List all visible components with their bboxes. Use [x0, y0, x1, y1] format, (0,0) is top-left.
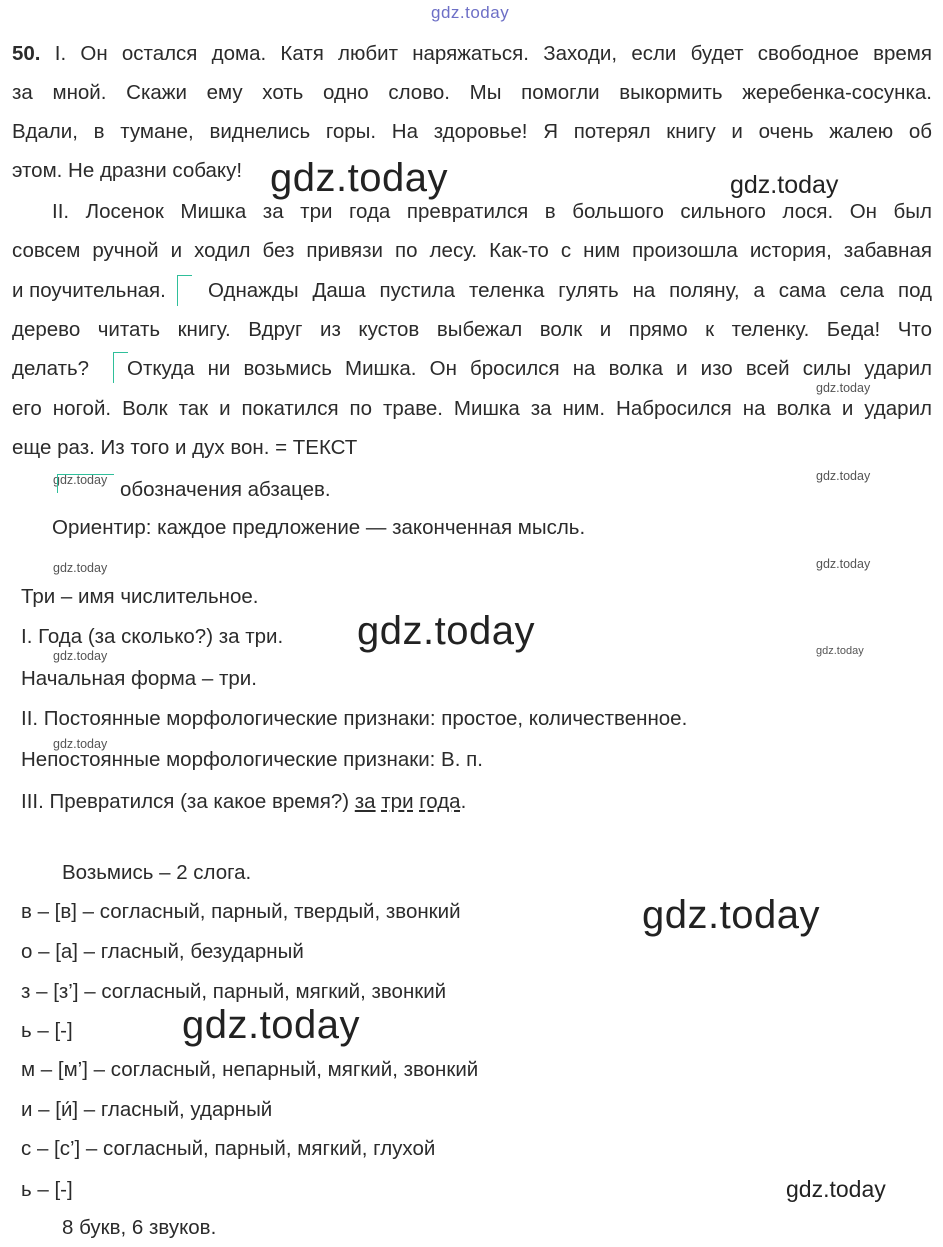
part2-line2: совсем ручной и ходил без привязи по лесу. Как-то с ним произошла история, забавная: [12, 239, 932, 262]
watermark-small-2: gdz.today: [53, 473, 108, 487]
morph-line1: Три – имя числительное.: [21, 585, 259, 608]
watermark-medium-1: gdz.today: [730, 171, 839, 199]
part2-line5a: делать?: [12, 357, 90, 380]
phonetic-row: с – [с’] – согласный, парный, мягкий, глухой: [21, 1137, 436, 1160]
paragraph-mark-2: [113, 352, 128, 383]
part2-line3b: Однажды Даша пустила теленка гулять на поляну, а сама села под: [208, 279, 932, 302]
phonetic-row: о – [а] – гласный, безударный: [21, 940, 304, 963]
paragraph-mark-legend: [57, 474, 114, 493]
watermark-small-6: gdz.today: [53, 649, 108, 663]
watermark-large-3: gdz.today: [642, 893, 820, 937]
exercise-number: 50.: [12, 42, 41, 65]
part1-line1: [12, 42, 932, 66]
legend-orientir: Ориентир: каждое предложение — законченная мысль.: [52, 516, 586, 539]
phonetic-row: з – [з’] – согласный, парный, мягкий, звонкий: [21, 980, 447, 1003]
morph-line3: Начальная форма – три.: [21, 667, 257, 690]
watermark-large-2: gdz.today: [357, 609, 535, 653]
watermark-medium-2: gdz.today: [786, 1176, 886, 1202]
part1-line1-text: I. Он остался дома. Катя любит наряжаться. Заходи, если будет свободное время: [54, 42, 933, 65]
phonetic-title: Возьмись – 2 слога.: [62, 861, 252, 884]
morph-line6-prefix: III. Превратился (за какое время?): [21, 790, 355, 813]
legend-sign-meaning: обозначения абзацев.: [120, 478, 331, 501]
part2-line5b: Откуда ни возьмись Мишка. Он бросился на волка и изо всей силы ударил: [127, 357, 932, 380]
morph-line2: I. Года (за сколько?) за три.: [21, 625, 284, 648]
watermark-small-8: gdz.today: [53, 737, 108, 751]
part2-line3a: и поучительная.: [12, 279, 166, 302]
part2-line6: его ногой. Волк так и покатился по траве. Мишка за ним. Набросился на волка и ударил: [12, 397, 932, 420]
phonetic-row: в – [в] – согласный, парный, твердый, звонкий: [21, 900, 461, 923]
watermark-small-4: gdz.today: [53, 561, 108, 575]
morph-underline-za: за: [354, 790, 376, 813]
part1-line4: этом. Не дразни собаку!: [12, 159, 243, 182]
phonetic-row: и – [и́] – гласный, ударный: [21, 1098, 273, 1121]
morph-underline-tri: три: [381, 790, 414, 813]
morph-line5: Непостоянные морфологические признаки: В. п.: [21, 748, 483, 771]
part2-line1: II. Лосенок Мишка за три года превратился в большого сильного лося. Он был: [52, 200, 932, 223]
watermark-top: gdz.today: [431, 3, 510, 22]
phonetic-summary: 8 букв, 6 звуков.: [62, 1216, 217, 1239]
part2-line4: дерево читать книгу. Вдруг из кустов выбежал волк и прямо к теленку. Беда! Что: [12, 318, 932, 341]
watermark-large-4: gdz.today: [182, 1003, 360, 1047]
watermark-small-7: gdz.today: [816, 645, 864, 657]
watermark-large-1: gdz.today: [270, 156, 448, 200]
part2-line7: еще раз. Из того и дух вон. = ТЕКСТ: [12, 436, 358, 459]
watermark-small-3: gdz.today: [816, 469, 871, 483]
part1-line3: Вдали, в тумане, виднелись горы. На здоровье! Я потерял книгу и очень жалею об: [12, 120, 932, 143]
morph-line4: II. Постоянные морфологические признаки: простое, количественное.: [21, 707, 688, 730]
watermark-small-5: gdz.today: [816, 557, 871, 571]
morph-line6-suffix: .: [460, 790, 467, 813]
morph-underline-goda: года: [419, 790, 461, 813]
paragraph-mark-1: [177, 275, 192, 306]
morph-line6: [21, 790, 466, 814]
phonetic-row: ь – [-]: [21, 1019, 73, 1042]
phonetic-row: ь – [-]: [21, 1178, 73, 1201]
watermark-small-1: gdz.today: [816, 381, 871, 395]
phonetic-row: м – [м’] – согласный, непарный, мягкий, звонкий: [21, 1058, 479, 1081]
part1-line2: за мной. Скажи ему хоть одно слово. Мы помогли выкормить жеребенка-сосунка.: [12, 81, 932, 104]
